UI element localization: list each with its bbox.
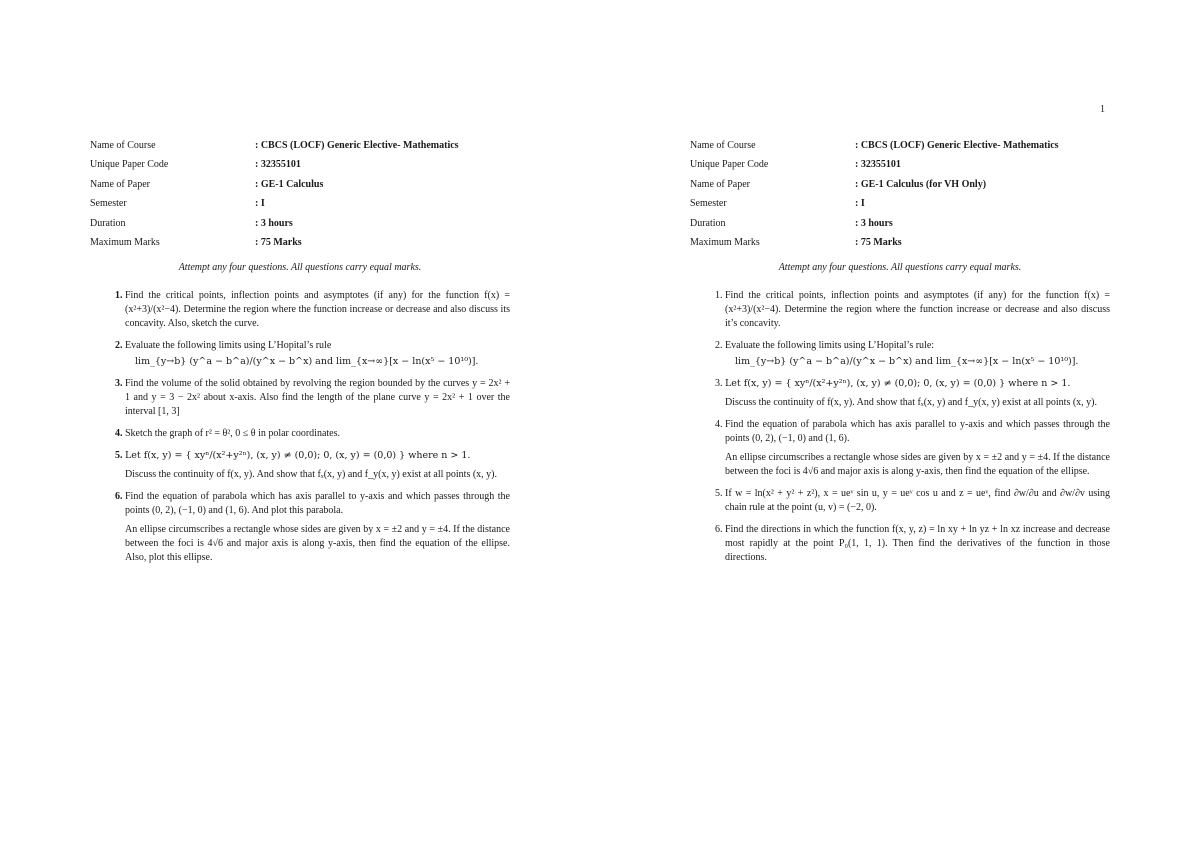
instructions: Attempt any four questions. All questions carry equal marks.	[778, 262, 1022, 273]
question-4: 4. Find the equation of parabola which has axis parallel to y-axis and which passes through the points (0, 2), (−1, 0) and (1, 6). An ellipse circumscribes a rectangle whose sides are given by x = ±2 and y = ±4. If the distance between the foci is 4√6 and major axis is along y-axis, then find the equation of the ellipse.	[725, 418, 1110, 479]
question-1: 1. Find the critical points, inflection points and asymptotes (if any) for the function f(x) = (x²+3)/(x²−4). Determine the region where the function increase or decrease and also discuss its concavity. Also, sketch the curve.	[125, 289, 510, 331]
page-number: 1	[1100, 104, 1105, 115]
meta-row-paper-code: Unique Paper Code : 32355101	[690, 159, 901, 171]
question-2: 2. Evaluate the following limits using L’Hopital’s rule: lim_{y→b} (y^a − b^a)/(y^x − b^x) and lim_{x→∞}[x − ln(x⁵ − 10¹⁰)].	[725, 339, 1110, 369]
question-5: 5. If w = ln(x² + y² + z²), x = ueᵛ sin u, y = ueᵛ cos u and z = ueᵛ, find ∂w/∂u and ∂w/∂v using chain rule at the point (u, v) = (−2, 0).	[725, 487, 1110, 515]
question-4: 4. Sketch the graph of r² = θ², 0 ≤ θ in polar coordinates.	[125, 427, 510, 441]
meta-row-semester: Semester : I	[90, 198, 265, 210]
left-question-paper	[90, 136, 510, 573]
meta-row-max-marks: Maximum Marks : 75 Marks	[690, 237, 902, 249]
meta-row-max-marks: Maximum Marks : 75 Marks	[90, 237, 302, 249]
meta-row-paper-name: Name of Paper : GE-1 Calculus	[90, 178, 324, 190]
meta-row-course: Name of Course : CBCS (LOCF) Generic Elective- Mathematics	[90, 139, 459, 151]
right-question-paper	[690, 136, 1110, 573]
left-paper-details	[90, 136, 510, 253]
right-paper-details	[690, 136, 1110, 253]
question-6: 6. Find the directions in which the function f(x, y, z) = ln xy + ln yz + ln xz increase and decrease most rapidly at the point P₀(1, 1, 1). Then find the derivatives of the function in those directions.	[725, 523, 1110, 565]
limit-formula: lim_{y→b} (y^a − b^a)/(y^x − b^x) and lim_{x→∞}[x − ln(x⁵ − 10¹⁰)].	[135, 356, 479, 367]
question-3: 3. Let f(x, y) = { xyⁿ/(x²+y²ⁿ), (x, y) ≠ (0,0); 0, (x, y) = (0,0) } where n > 1. Discuss the continuity of f(x, y). And show that fₓ(x, y) and f_y(x, y) exist at all points (x, y).	[725, 377, 1110, 410]
meta-row-course: Name of Course : CBCS (LOCF) Generic Elective- Mathematics	[690, 139, 1059, 151]
meta-row-duration: Duration : 3 hours	[690, 217, 893, 229]
question-1: 1. Find the critical points, inflection points and asymptotes (if any) for the function f(x) = (x²+3)/(x²−4). Determine the region where the function increase or decrease and also discuss it’s concavity.	[725, 289, 1110, 331]
question-3: 3. Find the volume of the solid obtained by revolving the region bounded by the curves y = 2x² + 1 and y = 3 − 2x² about x-axis. Also find the length of the plane curve y = 2x² + 1 over the interval [1, 3]	[125, 377, 510, 419]
question-list	[90, 289, 510, 565]
meta-row-paper-name: Name of Paper : GE-1 Calculus (for VH Only)	[690, 178, 987, 190]
question-6: 6. Find the equation of parabola which has axis parallel to y-axis and which passes through the points (0, 2), (−1, 0) and (1, 6). And plot this parabola. An ellipse circumscribes a rectangle whose sides are given by x = ±2 and y = ±4. If the distance between the foci is 4√6 and major axis is along y-axis, then find the equation of the ellipse. Also, plot this ellipse.	[125, 490, 510, 565]
meta-row-duration: Duration : 3 hours	[90, 217, 293, 229]
question-5: 5. Let f(x, y) = { xyⁿ/(x²+y²ⁿ), (x, y) ≠ (0,0); 0, (x, y) = (0,0) } where n > 1. Discuss the continuity of f(x, y). And show that fₓ(x, y) and f_y(x, y) exist at all points (x, y).	[125, 449, 510, 482]
question-list	[690, 289, 1110, 565]
meta-row-semester: Semester : I	[690, 198, 865, 210]
question-2: 2. Evaluate the following limits using L’Hopital’s rule lim_{y→b} (y^a − b^a)/(y^x − b^x) and lim_{x→∞}[x − ln(x⁵ − 10¹⁰)].	[125, 339, 510, 369]
limit-formula: lim_{y→b} (y^a − b^a)/(y^x − b^x) and lim_{x→∞}[x − ln(x⁵ − 10¹⁰)].	[735, 356, 1079, 367]
instructions: Attempt any four questions. All questions carry equal marks.	[178, 262, 422, 273]
meta-row-paper-code: Unique Paper Code : 32355101	[90, 159, 301, 171]
